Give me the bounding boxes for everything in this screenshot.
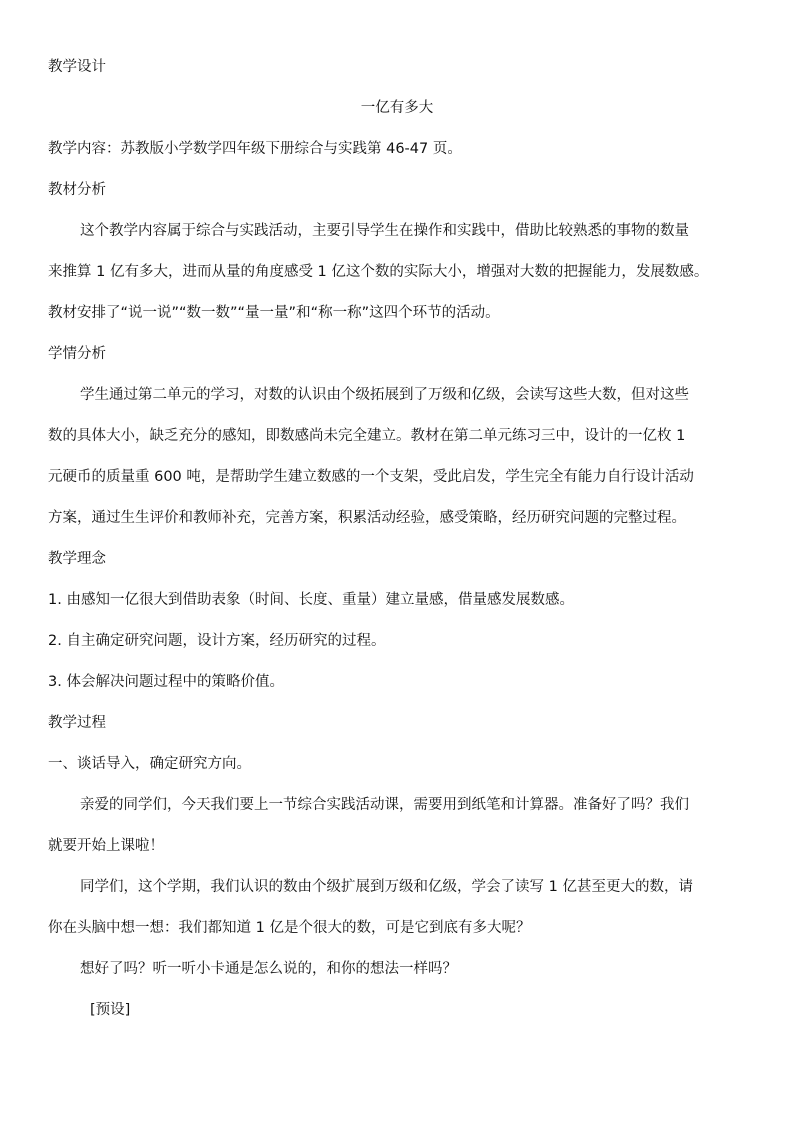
analysis-paragraph xyxy=(48,221,746,323)
paragraph-line: 数的具体大小，缺乏充分的感知，即数感尚未完全建立。教材在第二单元练习三中，设计的一亿枚 1 xyxy=(48,428,686,444)
concept-item: 1. 由感知一亿很大到借助表象（时间、长度、重量）建立量感，借量感发展数感。 xyxy=(48,592,574,608)
paragraph-line: 学生通过第二单元的学习，对数的认识由个级拓展到了万级和亿级，会读写这些大数，但对这些 xyxy=(80,387,689,403)
paragraph-line: 这个教学内容属于综合与实践活动，主要引导学生在操作和实践中，借助比较熟悉的事物的数量 xyxy=(80,223,689,239)
paragraph-line: 方案，通过生生评价和教师补充，完善方案，积累活动经验，感受策略，经历研究问题的完整过程。 xyxy=(48,510,686,526)
concept-item: 3. 体会解决问题过程中的策略价值。 xyxy=(48,674,284,690)
paragraph-line: 元硬币的质量重 600 吨，是帮助学生建立数感的一个支架，受此启发，学生完全有能力自行设计活动 xyxy=(48,469,694,485)
concept-heading: 教学理念 xyxy=(48,551,106,567)
process-step-1: 一、谈话导入，确定研究方向。 xyxy=(48,756,251,772)
paragraph-line: 想好了吗？听一听小卡通是怎么说的，和你的想法一样吗？ xyxy=(80,961,457,977)
process-paragraph-1 xyxy=(48,795,746,856)
preset-label: [预设] xyxy=(90,1002,131,1018)
paragraph-line: 你在头脑中想一想：我们都知道 1 亿是个很大的数，可是它到底有多大呢？ xyxy=(48,920,531,936)
doc-title: 一亿有多大 xyxy=(360,100,434,116)
process-paragraph-2 xyxy=(48,877,746,938)
paragraph-line: 亲爱的同学们，今天我们要上一节综合实践活动课，需要用到纸笔和计算器。准备好了吗？我们 xyxy=(80,797,689,813)
process-paragraph-3 xyxy=(48,959,746,979)
content-line: 教学内容：苏教版小学数学四年级下册综合与实践第 46-47 页。 xyxy=(48,141,462,157)
paragraph-line: 同学们，这个学期，我们认识的数由个级扩展到万级和亿级，学会了读写 1 亿甚至更大的数，请 xyxy=(80,879,693,895)
paragraph-line: 教材安排了“说一说”“数一数”“量一量”和“称一称”这四个环节的活动。 xyxy=(48,305,500,321)
doc-heading: 教学设计 xyxy=(48,59,106,75)
concept-item: 2. 自主确定研究问题，设计方案，经历研究的过程。 xyxy=(48,633,386,649)
analysis-heading: 教材分析 xyxy=(48,182,106,198)
paragraph-line: 来推算 1 亿有多大，进而从量的角度感受 1 亿这个数的实际大小，增强对大数的把握能力，发展数感。 xyxy=(48,264,709,280)
student-heading: 学情分析 xyxy=(48,346,106,362)
paragraph-line: 就要开始上课啦！ xyxy=(48,838,164,854)
student-paragraph xyxy=(48,385,746,528)
process-heading: 教学过程 xyxy=(48,715,106,731)
